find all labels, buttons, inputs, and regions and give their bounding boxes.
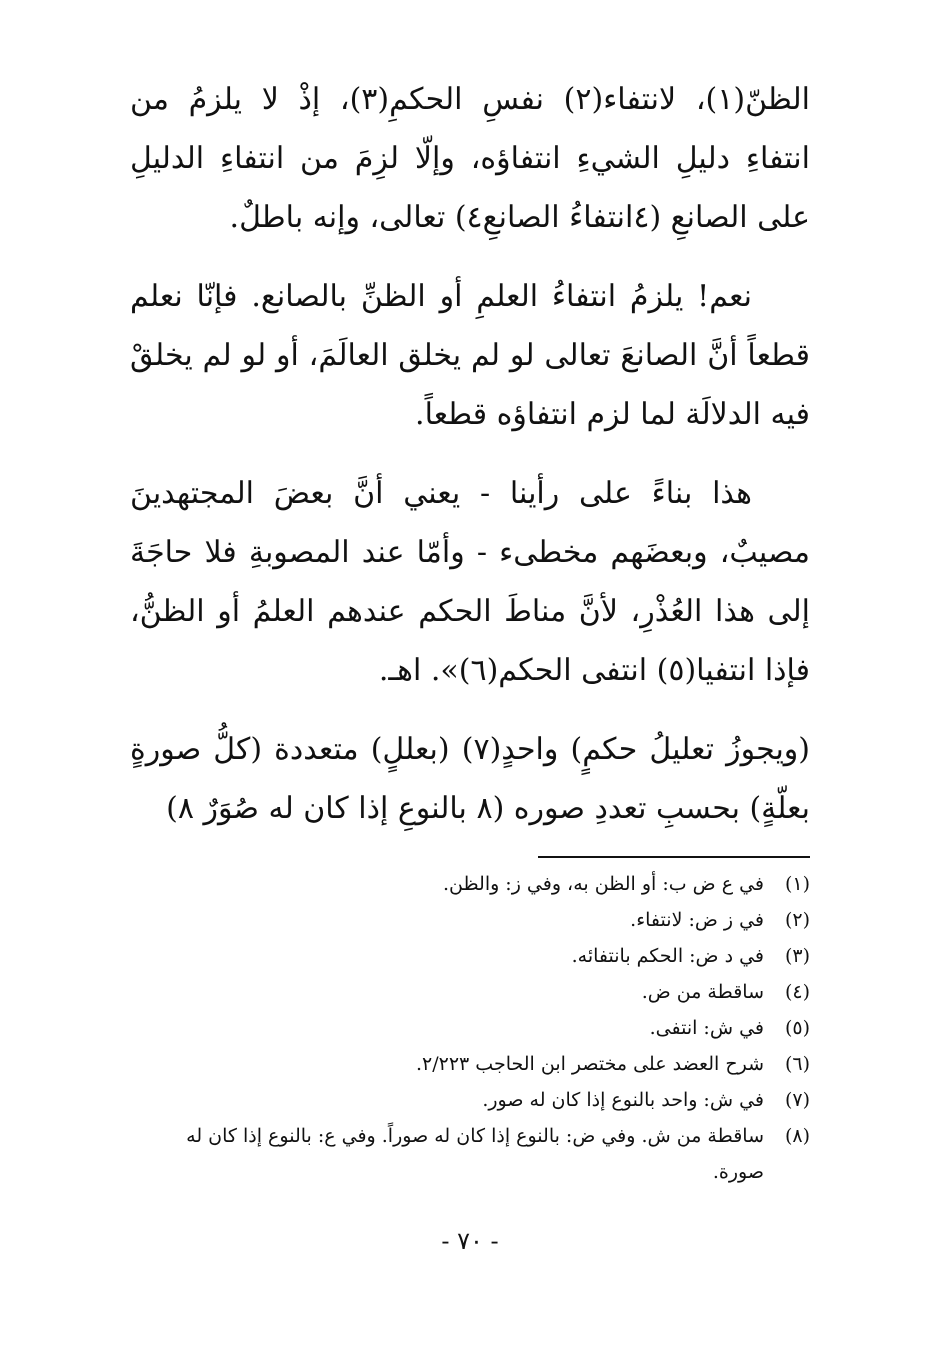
footnote-number: (٨) [784, 1125, 810, 1147]
footnote [130, 1010, 810, 1046]
footnote [130, 1118, 810, 1190]
footnote-text: في ش: واحد بالنوع إذا كان له صور. [482, 1089, 764, 1111]
footnote [130, 974, 810, 1010]
footnote-text: ساقطة من ش. وفي ض: بالنوع إذا كان له صوراً. وفي ع: بالنوع إذا كان له صورة. [186, 1125, 764, 1183]
footnote-number: (٤) [784, 981, 810, 1003]
footnote-text: في ش: انتفى. [649, 1017, 764, 1039]
footnote-number: (٧) [784, 1089, 810, 1111]
paragraph-3: هذا بناءً على رأينا - يعني أنَّ بعضَ المجتهدينَ مصيبٌ، وبعضَهم مخطىء - وأمّا عند المصوبةِ فلا حاجَةَ إلى هذا العُذْرِ، لأنَّ مناطَ الحكم عندهم العلمُ أو الظنُّ، فإذا انتفيا(٥) انتفى الحكم(٦)». اهـ. [130, 476, 810, 688]
footnote-number: (٣) [784, 945, 810, 967]
paragraph-4: (ويجوزُ تعليلُ حكمٍ) واحدٍ(٧) (بعللٍ) متعددة (كلُّ صورةٍ بعلّةٍ) بحسبِ تعددِ صوره (٨ بالنوعِ إذا كان له صُوَرٌ ٨) [130, 732, 810, 826]
footnote [130, 938, 810, 974]
paragraph-2: نعم! يلزمُ انتفاءُ العلمِ أو الظنِّ بالصانع. فإنّا نعلم قطعاً أنَّ الصانعَ تعالى لو لم يخلق العالَمَ، أو لو لم يخلقْ فيه الدلالَة لما لزم انتفاؤه قطعاً. [130, 279, 810, 432]
footnote-text: شرح العضد على مختصر ابن الحاجب ٢/٢٢٣. [415, 1053, 764, 1075]
footnote [130, 1082, 810, 1118]
footnote-number: (٢) [784, 909, 810, 931]
footnote [130, 1046, 810, 1082]
footnote-number: (٥) [784, 1017, 810, 1039]
paragraph-1: الظنّ(١)، لانتفاء(٢) نفسِ الحكمِ(٣)، إذْ لا يلزمُ من انتفاءِ دليلِ الشيءِ انتفاؤه، وإلّا لزِمَ من انتفاءِ الدليلِ على الصانعِ (٤انتفاءُ الصانعِ٤) تعالى، وإنه باطلٌ. [130, 82, 810, 235]
footnote-number: (١) [784, 873, 810, 895]
footnote-text: في ز ض: لانتفاء. [630, 909, 764, 931]
footnote-divider [538, 856, 810, 858]
footnotes [130, 866, 810, 1190]
footnote-text: في ع ض ب: أو الظن به، وفي ز: والظن. [442, 873, 764, 895]
main-text [130, 70, 810, 858]
footnote [130, 902, 810, 938]
footnote-text: ساقطة من ض. [641, 981, 764, 1003]
footnote-text: في د ض: الحكم بانتفائه. [571, 945, 764, 967]
footnote-number: (٦) [784, 1053, 810, 1075]
page-number: - ٧٠ - [441, 1227, 499, 1255]
footnote [130, 866, 810, 902]
